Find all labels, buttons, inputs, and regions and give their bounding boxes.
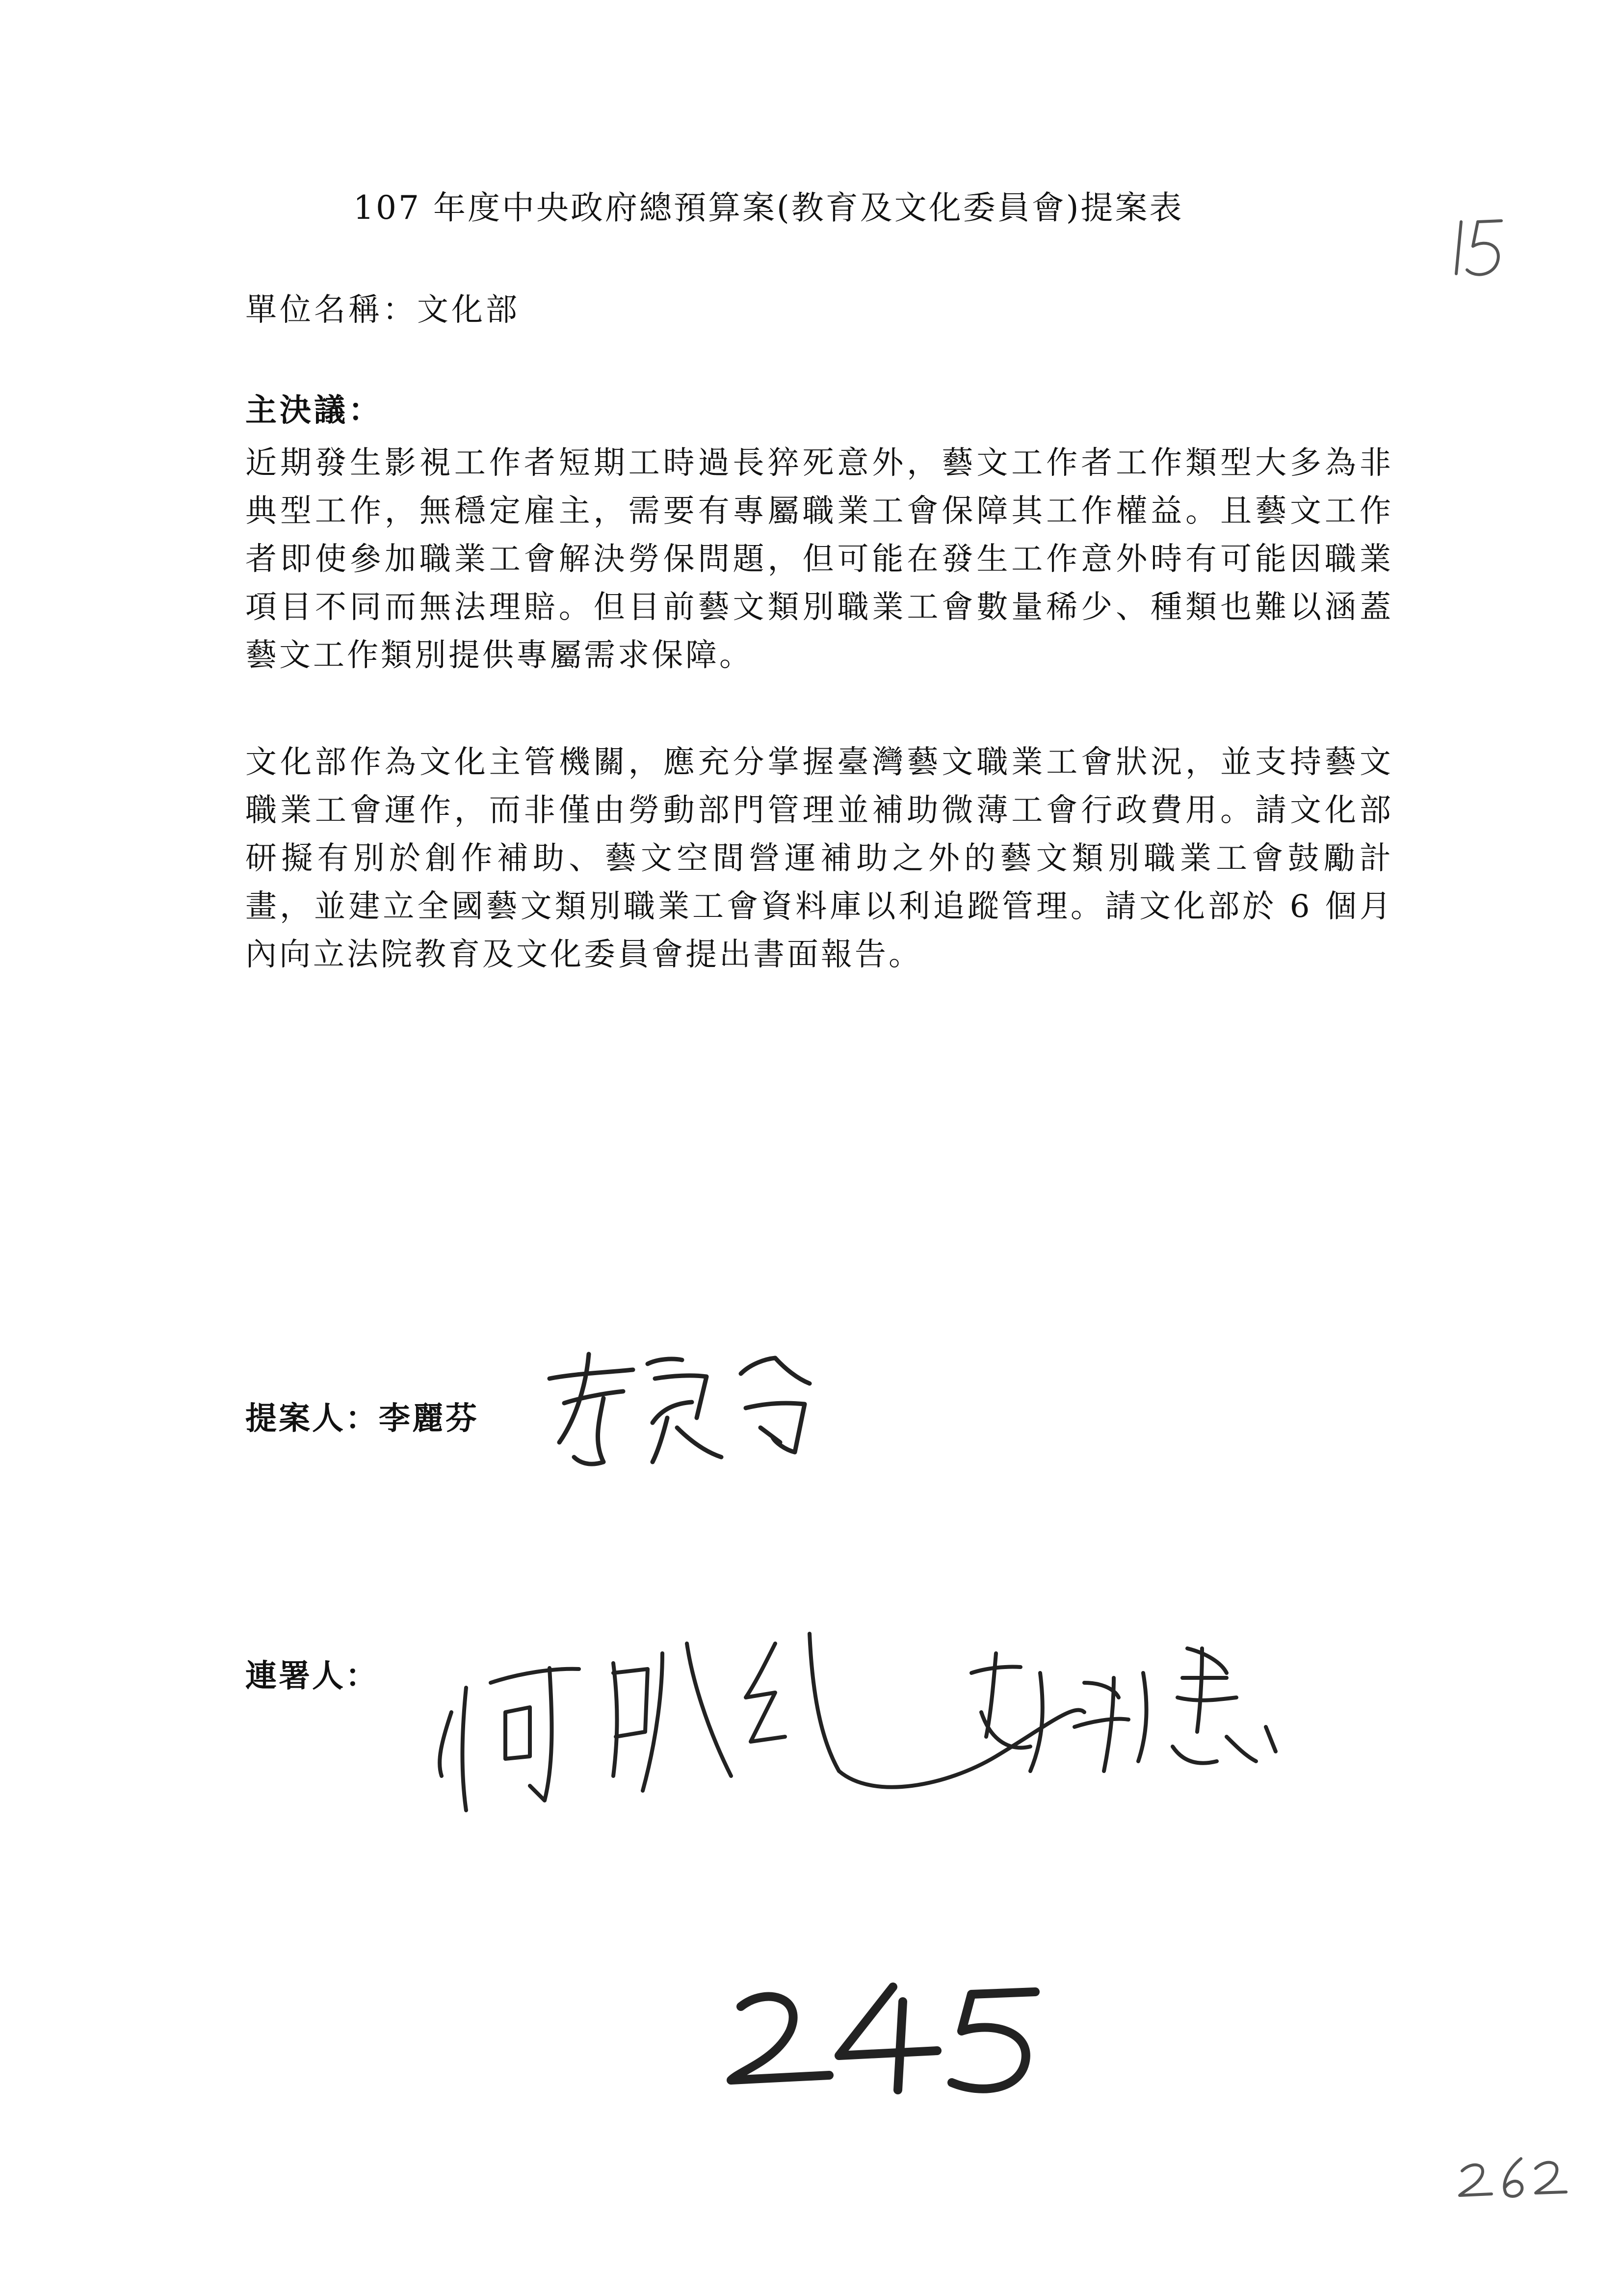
cosigner-label: 連署人： bbox=[245, 1658, 379, 1695]
unit-name-label: 單位名稱： bbox=[245, 292, 417, 328]
proposer-signature bbox=[530, 1344, 824, 1477]
resolution-paragraph-1: 近期發生影視工作者短期工時過長猝死意外，藝文工作者工作類型大多為非典型工作，無穩定雇主，需要有專屬職業工會保障其工作權益。且藝文工作者即使參加職業工會解決勞保問題，但可能在發生工作意外時有可能因職業項目不同而無法理賠。但目前藝文類別職業工會數量稀少、種類也難以涵蓋藝文工作類別提供專屬需求保障。 bbox=[245, 445, 1393, 674]
handwritten-page-number bbox=[1447, 211, 1511, 285]
unit-name-value: 文化部 bbox=[417, 292, 520, 328]
proposer-label: 提案人：李麗芬 bbox=[245, 1401, 479, 1437]
resolution-heading: 主決議： bbox=[245, 392, 383, 429]
handwritten-corner-number bbox=[1452, 2149, 1570, 2203]
document-title: 107 年度中央政府總預算案(教育及文化委員會)提案表 bbox=[353, 189, 1184, 227]
cosigner-signatures bbox=[432, 1614, 1290, 1830]
resolution-paragraph-2: 文化部作為文化主管機關，應充分掌握臺灣藝文職業工會狀況，並支持藝文職業工會運作，而非僅由勞動部門管理並補助微薄工會行政費用。請文化部研擬有別於創作補助、藝文空間營運補助之外的藝文類別職業工會鼓勵計畫，並建立全國藝文類別職業工會資料庫以利追蹤管理。請文化部於 6 個月內向立法院教育及文化委員會提出書面報告。 bbox=[245, 744, 1393, 973]
handwritten-number-245 bbox=[716, 1977, 1050, 2100]
unit-name-line bbox=[245, 285, 520, 330]
